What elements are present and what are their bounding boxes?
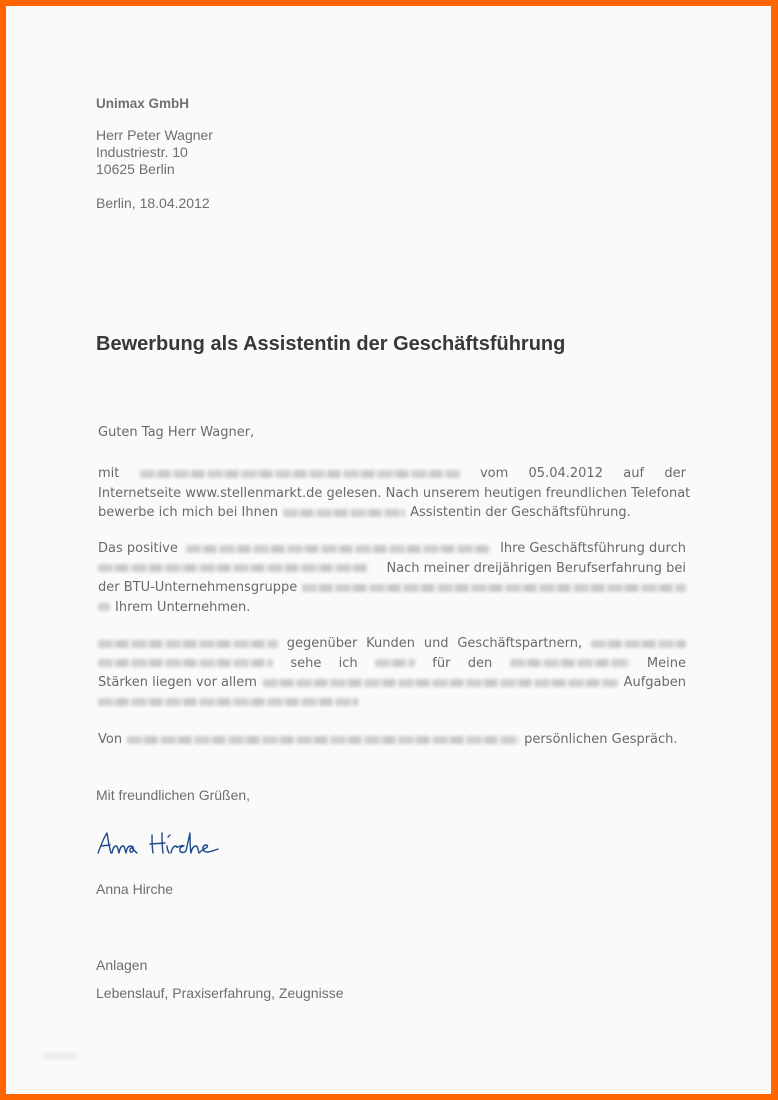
redacted-text <box>98 698 358 706</box>
attachments-list: Lebenslauf, Praxiserfahrung, Zeugnisse <box>96 985 344 1001</box>
recipient-name: Herr Peter Wagner <box>96 127 213 143</box>
text-line <box>98 464 686 484</box>
text-fragment: und <box>423 636 449 651</box>
text-line <box>98 634 686 654</box>
recipient-address <box>96 127 213 178</box>
text-fragment: Ihrem Unternehmen. <box>115 599 251 615</box>
letter-subject: Bewerbung als Assistentin der Geschäftsführung <box>96 333 566 355</box>
redacted-text <box>375 659 415 667</box>
redacted-text <box>140 470 460 478</box>
closing: Mit freundlichen Grüßen, <box>96 787 251 803</box>
text-fragment: Internetseite www.stellenmarkt.de gelesen. Nach unserem heutigen freundlichen Telefonat <box>98 485 691 501</box>
text-line <box>98 484 691 504</box>
paragraph-1 <box>98 464 691 523</box>
text-fragment: Von <box>98 732 123 747</box>
letter-date: Berlin, 18.04.2012 <box>96 195 210 211</box>
redacted-text <box>127 736 519 744</box>
text-fragment: mit <box>98 466 120 481</box>
letter-page <box>6 6 771 1094</box>
text-fragment: bewerbe ich mich bei Ihnen <box>98 505 279 520</box>
text-fragment: Das positive <box>98 541 178 556</box>
text-line <box>98 578 686 598</box>
text-fragment: auf <box>623 466 645 481</box>
redacted-text <box>302 584 686 592</box>
redacted-text <box>98 603 110 611</box>
redacted-text <box>98 564 368 572</box>
redacted-text <box>510 659 630 667</box>
text-fragment: Assistentin der Geschäftsführung. <box>410 505 631 520</box>
text-fragment: für <box>432 655 451 671</box>
text-fragment: Nach meiner dreijährigen Berufserfahrung bei <box>386 560 686 576</box>
text-line <box>98 654 686 674</box>
redacted-text <box>591 640 686 648</box>
text-fragment: Stärken liegen vor allem <box>98 675 257 690</box>
recipient-street: Industriestr. 10 <box>96 144 188 160</box>
text-line <box>98 503 686 523</box>
text-fragment: Meine <box>646 655 686 671</box>
text-fragment: 05.04.2012 <box>528 466 603 481</box>
sender-company: Unimax GmbH <box>96 96 190 111</box>
redacted-text <box>283 509 405 517</box>
text-fragment: der <box>664 466 686 481</box>
text-line <box>98 539 686 559</box>
redacted-text <box>98 640 278 648</box>
text-fragment: vom <box>479 466 509 481</box>
text-fragment: sehe <box>290 655 322 671</box>
handwritten-signature-icon <box>96 829 228 864</box>
text-fragment: den <box>467 655 493 671</box>
attachments-label: Anlagen <box>96 957 148 973</box>
text-line <box>98 693 686 713</box>
redacted-text <box>98 659 273 667</box>
text-fragment: der BTU-Unternehmensgruppe <box>98 580 298 595</box>
text-fragment: gegenüber <box>286 636 358 651</box>
text-fragment: Aufgaben <box>623 675 686 690</box>
redacted-text <box>263 679 618 687</box>
salutation: Guten Tag Herr Wagner, <box>98 425 255 440</box>
signer-name: Anna Hirche <box>96 881 174 897</box>
redacted-footer-mark <box>42 1053 78 1059</box>
text-fragment: ich <box>338 655 358 671</box>
redacted-text <box>186 545 491 553</box>
text-line <box>98 730 686 750</box>
text-fragment: Ihre Geschäftsführung durch <box>500 541 686 556</box>
paragraph-4 <box>98 730 686 750</box>
paragraph-3 <box>98 634 686 712</box>
recipient-city: 10625 Berlin <box>96 161 175 177</box>
text-fragment: Geschäftspartnern, <box>457 636 583 651</box>
text-fragment: Kunden <box>366 636 416 651</box>
text-line <box>98 673 686 693</box>
paragraph-2 <box>98 539 686 617</box>
text-fragment: persönlichen Gespräch. <box>524 732 678 747</box>
text-line <box>98 598 686 618</box>
text-line <box>98 559 686 579</box>
